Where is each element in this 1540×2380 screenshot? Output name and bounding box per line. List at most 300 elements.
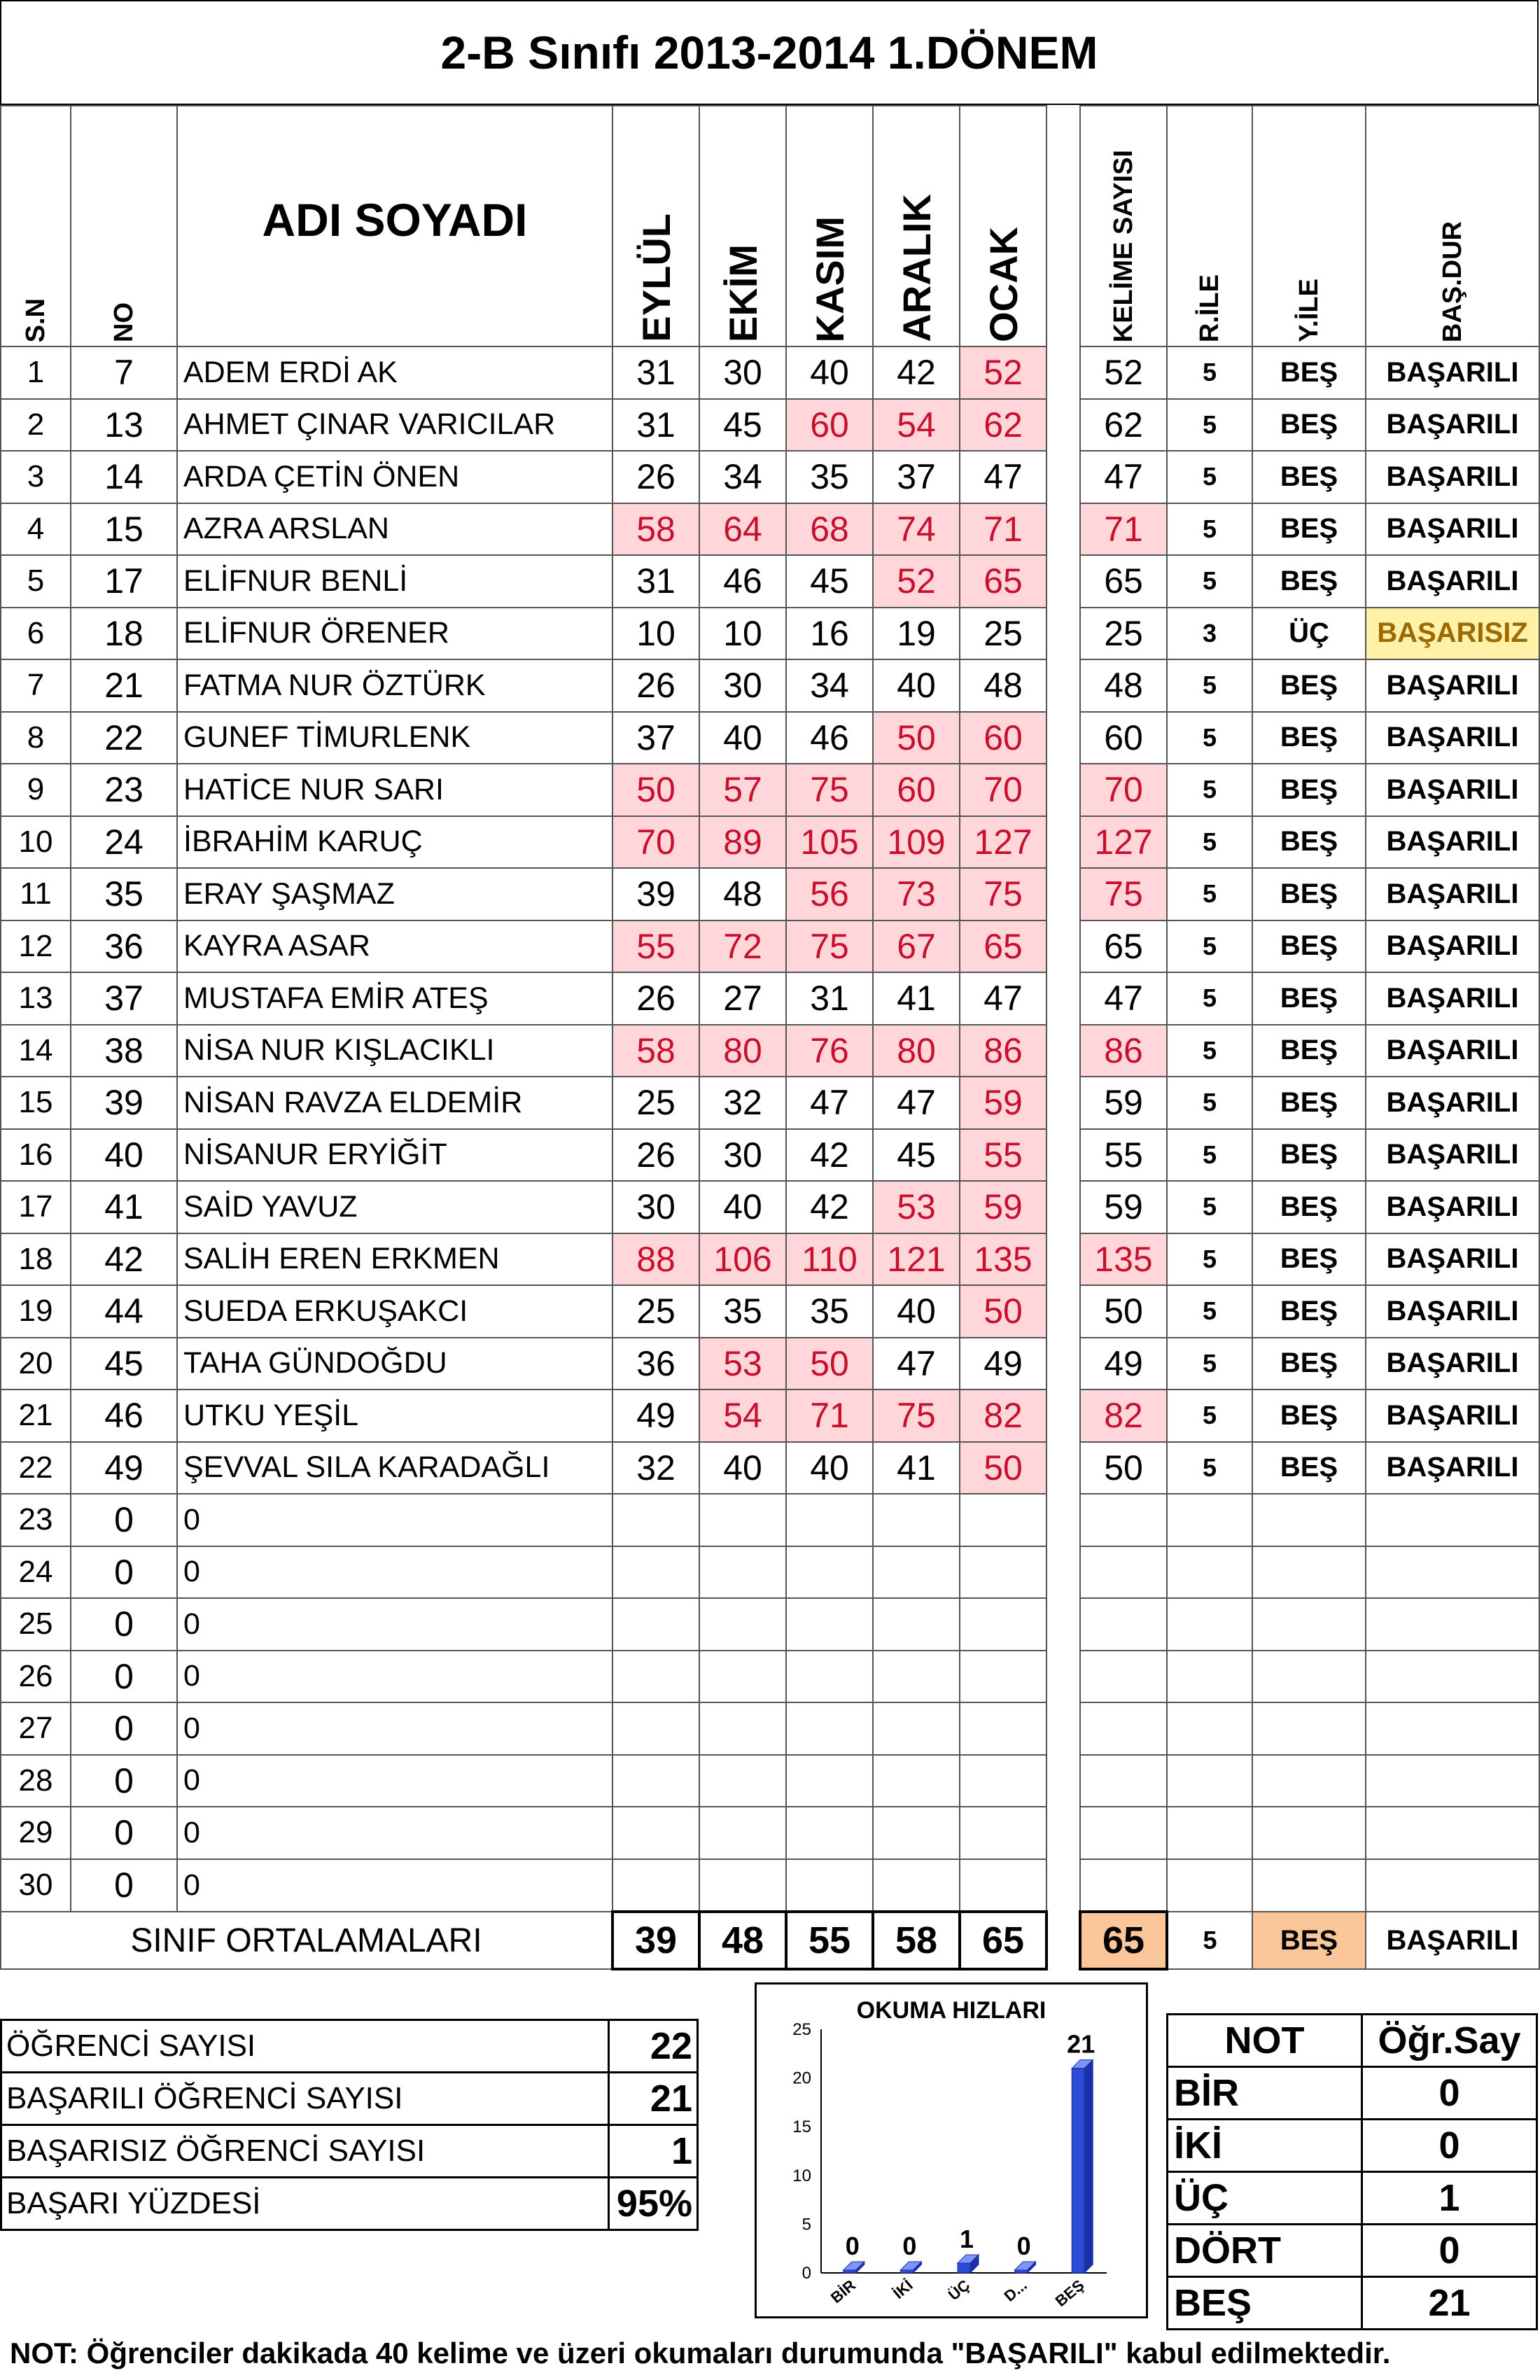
- rile-cell: 5: [1167, 1338, 1252, 1390]
- sn-cell: 6: [1, 608, 71, 660]
- rile-cell: 5: [1167, 659, 1252, 712]
- gap-cell: [1046, 1755, 1080, 1807]
- kelime-cell: 62: [1080, 399, 1167, 451]
- month-cell: 121: [873, 1233, 960, 1286]
- note-header: NOT: [1168, 2015, 1362, 2067]
- note-count: 0: [1362, 2067, 1537, 2120]
- month-cell: 75: [786, 920, 873, 973]
- name-cell: İBRAHİM KARUÇ: [177, 816, 612, 869]
- no-cell: 45: [71, 1338, 177, 1390]
- month-cell: [786, 1702, 873, 1755]
- basdur-cell: BAŞARILI: [1366, 972, 1539, 1025]
- rile-cell: [1167, 1755, 1252, 1807]
- name-cell: TAHA GÜNDOĞDU: [177, 1338, 612, 1390]
- name-cell: 0: [177, 1702, 612, 1755]
- name-cell: SALİH EREN ERKMEN: [177, 1233, 612, 1286]
- table-row: [1, 1285, 1539, 1338]
- month-cell: 30: [612, 1181, 699, 1233]
- name-cell: SUEDA ERKUŞAKCI: [177, 1285, 612, 1338]
- table-row: [1, 1442, 1539, 1494]
- month-cell: [960, 1807, 1046, 1859]
- no-cell: 14: [71, 451, 177, 503]
- data-label: 0: [845, 2232, 860, 2260]
- basdur-cell: BAŞARILI: [1366, 1338, 1539, 1390]
- kelime-cell: [1080, 1755, 1167, 1807]
- header-row: [1, 106, 1539, 346]
- name-cell: UTKU YEŞİL: [177, 1390, 612, 1442]
- month-cell: 41: [873, 1442, 960, 1494]
- basdur-cell: BAŞARILI: [1366, 346, 1539, 399]
- table-row: [1, 1338, 1539, 1390]
- gap-cell: [1046, 399, 1080, 451]
- month-cell: [612, 1546, 699, 1599]
- name-cell: NİSA NUR KIŞLACIKLI: [177, 1025, 612, 1077]
- y-tick-label: 5: [802, 2215, 811, 2234]
- month-cell: [699, 1598, 786, 1651]
- table-row: [1, 1651, 1539, 1703]
- name-cell: ELİFNUR BENLİ: [177, 555, 612, 608]
- rile-cell: 5: [1167, 1390, 1252, 1442]
- month-cell: 53: [873, 1181, 960, 1233]
- no-cell: 0: [71, 1598, 177, 1651]
- average-month-3: 58: [873, 1912, 960, 1969]
- table-row: [1, 555, 1539, 608]
- month-cell: 40: [873, 659, 960, 712]
- month-cell: 72: [699, 920, 786, 973]
- gap-cell: [1046, 608, 1080, 660]
- note-row: [1168, 2225, 1537, 2277]
- month-cell: 109: [873, 816, 960, 869]
- name-cell: AHMET ÇINAR VARICILAR: [177, 399, 612, 451]
- month-cell: 41: [873, 972, 960, 1025]
- month-cell: 89: [699, 816, 786, 869]
- bar: [844, 2270, 856, 2273]
- month-cell: [612, 1494, 699, 1546]
- name-cell: 0: [177, 1651, 612, 1703]
- basdur-cell: [1366, 1598, 1539, 1651]
- month-cell: 40: [786, 1442, 873, 1494]
- month-cell: 36: [612, 1338, 699, 1390]
- month-cell: [699, 1651, 786, 1703]
- average-month-0: 39: [612, 1912, 699, 1969]
- sn-cell: 25: [1, 1598, 71, 1651]
- month-cell: 55: [960, 1129, 1046, 1182]
- stats-value: 21: [609, 2073, 698, 2125]
- kelime-cell: 50: [1080, 1285, 1167, 1338]
- month-cell: 40: [699, 1181, 786, 1233]
- header-month-2: KASIM: [786, 106, 873, 346]
- header-kelime: KELİME SAYISI: [1080, 106, 1167, 346]
- basdur-cell: BAŞARILI: [1366, 1025, 1539, 1077]
- table-row: [1, 1546, 1539, 1599]
- no-cell: 18: [71, 608, 177, 660]
- stats-label: ÖĞRENCİ SAYISI: [1, 2020, 609, 2073]
- chart-svg: [757, 1984, 1146, 2316]
- category-label: ÜÇ: [944, 2276, 974, 2304]
- name-cell: HATİCE NUR SARI: [177, 764, 612, 816]
- no-cell: 49: [71, 1442, 177, 1494]
- name-cell: ADEM ERDİ AK: [177, 346, 612, 399]
- rile-cell: 5: [1167, 399, 1252, 451]
- month-cell: [873, 1598, 960, 1651]
- month-cell: 82: [960, 1390, 1046, 1442]
- basdur-cell: BAŞARILI: [1366, 712, 1539, 764]
- chart-title: OKUMA HIZLARI: [856, 1997, 1046, 2024]
- month-cell: 49: [612, 1390, 699, 1442]
- month-cell: 10: [612, 608, 699, 660]
- table-row: [1, 608, 1539, 660]
- month-cell: 45: [699, 399, 786, 451]
- month-cell: 31: [612, 399, 699, 451]
- gap-cell: [1046, 1233, 1080, 1286]
- average-yile: BEŞ: [1252, 1912, 1366, 1969]
- month-cell: 76: [786, 1025, 873, 1077]
- month-cell: 75: [786, 764, 873, 816]
- category-label: BEŞ: [1051, 2276, 1088, 2310]
- kelime-cell: 75: [1080, 868, 1167, 920]
- month-cell: 52: [873, 555, 960, 608]
- yile-cell: BEŞ: [1252, 972, 1366, 1025]
- month-cell: 71: [786, 1390, 873, 1442]
- kelime-cell: 49: [1080, 1338, 1167, 1390]
- no-cell: 36: [71, 920, 177, 973]
- sn-cell: 18: [1, 1233, 71, 1286]
- yile-cell: ÜÇ: [1252, 608, 1366, 660]
- rile-cell: [1167, 1494, 1252, 1546]
- month-cell: 37: [612, 712, 699, 764]
- gap-cell: [1046, 1598, 1080, 1651]
- basdur-cell: BAŞARILI: [1366, 1181, 1539, 1233]
- month-cell: 88: [612, 1233, 699, 1286]
- table-row: [1, 1859, 1539, 1912]
- sn-cell: 16: [1, 1129, 71, 1182]
- gap-cell: [1046, 1285, 1080, 1338]
- gap-cell: [1046, 1494, 1080, 1546]
- basdur-cell: BAŞARILI: [1366, 1129, 1539, 1182]
- name-cell: FATMA NUR ÖZTÜRK: [177, 659, 612, 712]
- gap-cell: [1046, 1442, 1080, 1494]
- sn-cell: 4: [1, 503, 71, 556]
- kelime-cell: 86: [1080, 1025, 1167, 1077]
- count-header: Öğr.Say: [1362, 2015, 1537, 2067]
- basdur-cell: [1366, 1546, 1539, 1599]
- month-cell: 80: [699, 1025, 786, 1077]
- month-cell: [699, 1702, 786, 1755]
- bar: [1015, 2270, 1028, 2273]
- month-cell: 48: [699, 868, 786, 920]
- month-cell: 40: [873, 1285, 960, 1338]
- month-cell: [960, 1598, 1046, 1651]
- month-cell: 34: [786, 659, 873, 712]
- yile-cell: BEŞ: [1252, 1233, 1366, 1286]
- month-cell: 58: [612, 1025, 699, 1077]
- table-row: [1, 1390, 1539, 1442]
- no-cell: 21: [71, 659, 177, 712]
- month-cell: 135: [960, 1233, 1046, 1286]
- no-cell: 0: [71, 1807, 177, 1859]
- no-cell: 0: [71, 1546, 177, 1599]
- month-cell: [786, 1755, 873, 1807]
- month-cell: [612, 1702, 699, 1755]
- month-cell: 26: [612, 1129, 699, 1182]
- month-cell: [960, 1755, 1046, 1807]
- month-cell: 40: [786, 346, 873, 399]
- month-cell: 35: [786, 451, 873, 503]
- month-cell: [960, 1494, 1046, 1546]
- rile-cell: 5: [1167, 712, 1252, 764]
- basdur-cell: [1366, 1807, 1539, 1859]
- note-count: 0: [1362, 2225, 1537, 2277]
- sn-cell: 15: [1, 1077, 71, 1129]
- rile-cell: [1167, 1807, 1252, 1859]
- rile-cell: [1167, 1702, 1252, 1755]
- month-cell: 26: [612, 451, 699, 503]
- no-cell: 46: [71, 1390, 177, 1442]
- month-cell: [873, 1859, 960, 1912]
- rile-cell: [1167, 1598, 1252, 1651]
- table-row: [1, 920, 1539, 973]
- no-cell: 39: [71, 1077, 177, 1129]
- basdur-cell: BAŞARILI: [1366, 1390, 1539, 1442]
- y-tick-label: 20: [792, 2068, 811, 2088]
- month-cell: [873, 1755, 960, 1807]
- name-cell: 0: [177, 1494, 612, 1546]
- header-sn: S.N: [1, 106, 71, 346]
- yile-cell: BEŞ: [1252, 816, 1366, 869]
- yile-cell: [1252, 1546, 1366, 1599]
- data-label: 21: [1067, 2029, 1096, 2059]
- kelime-cell: 135: [1080, 1233, 1167, 1286]
- kelime-cell: [1080, 1494, 1167, 1546]
- yile-cell: [1252, 1859, 1366, 1912]
- yile-cell: BEŞ: [1252, 555, 1366, 608]
- name-cell: ERAY ŞAŞMAZ: [177, 868, 612, 920]
- category-label: BİR: [827, 2276, 860, 2307]
- rile-cell: 5: [1167, 1129, 1252, 1182]
- no-cell: 0: [71, 1494, 177, 1546]
- month-cell: [960, 1702, 1046, 1755]
- sn-cell: 19: [1, 1285, 71, 1338]
- rile-cell: 5: [1167, 920, 1252, 973]
- sn-cell: 3: [1, 451, 71, 503]
- no-cell: 42: [71, 1233, 177, 1286]
- name-cell: AZRA ARSLAN: [177, 503, 612, 556]
- gap-cell: [1046, 1859, 1080, 1912]
- kelime-cell: 50: [1080, 1442, 1167, 1494]
- stats-row: [1, 2178, 698, 2230]
- basdur-cell: BAŞARILI: [1366, 1233, 1539, 1286]
- month-cell: 56: [786, 868, 873, 920]
- month-cell: 50: [960, 1285, 1046, 1338]
- month-cell: 52: [960, 346, 1046, 399]
- month-cell: 39: [612, 868, 699, 920]
- header-yile: Y.İLE: [1252, 106, 1366, 346]
- table-row: [1, 1233, 1539, 1286]
- month-cell: [786, 1546, 873, 1599]
- note-label: DÖRT: [1168, 2225, 1362, 2277]
- rile-cell: 5: [1167, 816, 1252, 869]
- basdur-cell: BAŞARILI: [1366, 920, 1539, 973]
- month-cell: 35: [699, 1285, 786, 1338]
- kelime-cell: 65: [1080, 555, 1167, 608]
- average-month-2: 55: [786, 1912, 873, 1969]
- month-cell: 106: [699, 1233, 786, 1286]
- no-cell: 0: [71, 1755, 177, 1807]
- yile-cell: BEŞ: [1252, 1181, 1366, 1233]
- month-cell: 32: [699, 1077, 786, 1129]
- note-label: İKİ: [1168, 2120, 1362, 2172]
- month-cell: [786, 1651, 873, 1703]
- rile-cell: 5: [1167, 1077, 1252, 1129]
- month-cell: [699, 1755, 786, 1807]
- sn-cell: 27: [1, 1702, 71, 1755]
- kelime-cell: [1080, 1859, 1167, 1912]
- name-cell: 0: [177, 1546, 612, 1599]
- gap-cell: [1046, 659, 1080, 712]
- basdur-cell: [1366, 1859, 1539, 1912]
- sn-cell: 20: [1, 1338, 71, 1390]
- month-cell: [960, 1546, 1046, 1599]
- month-cell: 46: [699, 555, 786, 608]
- table-row: [1, 972, 1539, 1025]
- yile-cell: [1252, 1494, 1366, 1546]
- month-cell: 16: [786, 608, 873, 660]
- name-cell: ŞEVVAL SILA KARADAĞLI: [177, 1442, 612, 1494]
- average-month-1: 48: [699, 1912, 786, 1969]
- average-month-4: 65: [960, 1912, 1046, 1969]
- month-cell: [873, 1546, 960, 1599]
- table-row: [1, 503, 1539, 556]
- gap-cell: [1046, 346, 1080, 399]
- no-cell: 24: [71, 816, 177, 869]
- gap-cell: [1046, 1702, 1080, 1755]
- month-cell: 47: [786, 1077, 873, 1129]
- kelime-cell: [1080, 1702, 1167, 1755]
- category-label: D...: [1000, 2276, 1030, 2305]
- sn-cell: 30: [1, 1859, 71, 1912]
- yile-cell: BEŞ: [1252, 451, 1366, 503]
- month-cell: 64: [699, 503, 786, 556]
- rile-cell: 5: [1167, 346, 1252, 399]
- month-cell: 10: [699, 608, 786, 660]
- month-cell: 32: [612, 1442, 699, 1494]
- no-cell: 23: [71, 764, 177, 816]
- gap-cell: [1046, 1077, 1080, 1129]
- note-count: 21: [1362, 2277, 1537, 2330]
- month-cell: 31: [786, 972, 873, 1025]
- gap-cell: [1046, 1025, 1080, 1077]
- month-cell: [699, 1859, 786, 1912]
- month-cell: 75: [960, 868, 1046, 920]
- header-rile: R.İLE: [1167, 106, 1252, 346]
- month-cell: [612, 1755, 699, 1807]
- kelime-cell: 59: [1080, 1077, 1167, 1129]
- basdur-cell: BAŞARILI: [1366, 764, 1539, 816]
- month-cell: 70: [960, 764, 1046, 816]
- month-cell: 75: [873, 1390, 960, 1442]
- yile-cell: BEŞ: [1252, 1338, 1366, 1390]
- month-cell: [786, 1859, 873, 1912]
- table-row: [1, 451, 1539, 503]
- table-row: [1, 1129, 1539, 1182]
- yile-cell: BEŞ: [1252, 1129, 1366, 1182]
- note-label: BEŞ: [1168, 2277, 1362, 2330]
- stats-row: [1, 2073, 698, 2125]
- average-kelime: 65: [1080, 1912, 1167, 1969]
- data-label: 1: [959, 2225, 974, 2254]
- no-cell: 13: [71, 399, 177, 451]
- kelime-cell: [1080, 1651, 1167, 1703]
- kelime-cell: 60: [1080, 712, 1167, 764]
- month-cell: 59: [960, 1077, 1046, 1129]
- sn-cell: 14: [1, 1025, 71, 1077]
- month-cell: 47: [873, 1077, 960, 1129]
- month-cell: [612, 1651, 699, 1703]
- note-row: [1168, 2067, 1537, 2120]
- name-cell: SAİD YAVUZ: [177, 1181, 612, 1233]
- table-row: [1, 1025, 1539, 1077]
- header-month-0: EYLÜL: [612, 106, 699, 346]
- month-cell: 45: [786, 555, 873, 608]
- gap-cell: [1046, 920, 1080, 973]
- reading-speed-chart: [755, 1982, 1148, 2318]
- table-row: [1, 868, 1539, 920]
- month-cell: [612, 1807, 699, 1859]
- yile-cell: BEŞ: [1252, 712, 1366, 764]
- month-cell: 50: [960, 1442, 1046, 1494]
- month-cell: 42: [786, 1129, 873, 1182]
- sn-cell: 5: [1, 555, 71, 608]
- month-cell: 31: [612, 346, 699, 399]
- kelime-cell: [1080, 1807, 1167, 1859]
- sn-cell: 13: [1, 972, 71, 1025]
- no-cell: 17: [71, 555, 177, 608]
- gap-cell: [1046, 451, 1080, 503]
- kelime-cell: 25: [1080, 608, 1167, 660]
- basdur-cell: BAŞARILI: [1366, 816, 1539, 869]
- basdur-cell: [1366, 1651, 1539, 1703]
- table-row: [1, 764, 1539, 816]
- stats-label: BAŞARILI ÖĞRENCİ SAYISI: [1, 2073, 609, 2125]
- note-count: 0: [1362, 2120, 1537, 2172]
- month-cell: 105: [786, 816, 873, 869]
- student-table: [0, 105, 1540, 1970]
- month-cell: [873, 1807, 960, 1859]
- basdur-cell: BAŞARILI: [1366, 1077, 1539, 1129]
- rile-cell: 5: [1167, 451, 1252, 503]
- month-cell: 30: [699, 346, 786, 399]
- kelime-cell: 52: [1080, 346, 1167, 399]
- month-cell: [960, 1651, 1046, 1703]
- month-cell: [612, 1859, 699, 1912]
- month-cell: 37: [873, 451, 960, 503]
- month-cell: [699, 1807, 786, 1859]
- no-cell: 0: [71, 1702, 177, 1755]
- month-cell: 53: [699, 1338, 786, 1390]
- yile-cell: BEŞ: [1252, 1285, 1366, 1338]
- month-cell: [873, 1651, 960, 1703]
- table-row: [1, 816, 1539, 869]
- name-cell: 0: [177, 1755, 612, 1807]
- stats-label: BAŞARI YÜZDESİ: [1, 2178, 609, 2230]
- stats-value: 22: [609, 2020, 698, 2073]
- rile-cell: [1167, 1859, 1252, 1912]
- yile-cell: [1252, 1755, 1366, 1807]
- yile-cell: [1252, 1598, 1366, 1651]
- no-cell: 35: [71, 868, 177, 920]
- month-cell: 50: [612, 764, 699, 816]
- sn-cell: 22: [1, 1442, 71, 1494]
